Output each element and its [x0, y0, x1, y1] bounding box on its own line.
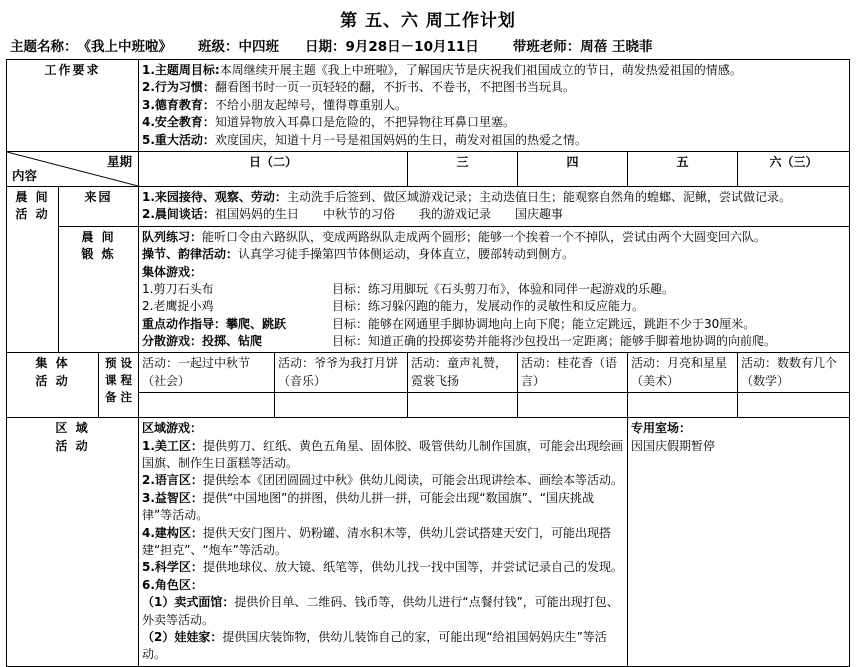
preset-note-2	[275, 393, 408, 418]
meta-row	[6, 35, 850, 55]
game-1-name: 1.剪刀石头布	[142, 281, 214, 296]
game-1-goal: 目标：练习用脚玩《石头剪刀布》，体验和同伴一起游戏的乐趣。	[332, 281, 675, 296]
plan-table	[6, 59, 850, 667]
region-content	[139, 418, 628, 666]
table-row-region-activities	[7, 418, 850, 666]
theme-value: 《我上中班啦》	[77, 39, 172, 55]
arrival-1-bold: 1.来园接待、观察、劳动：	[142, 189, 287, 204]
collective-activity-4: 活动：桂花香（语言）	[518, 353, 628, 393]
req-3-text: 不给小朋友起绰号，懂得尊重别人。	[214, 97, 407, 112]
region-4-bold: 4.建构区：	[142, 525, 203, 540]
teacher-value: 周蓓 王晓菲	[580, 39, 653, 55]
req-2-bold: 2.行为习惯：	[142, 80, 215, 95]
collective-activity-6: 活动：数数有几个（数学）	[738, 353, 850, 393]
region-6b-text: 提供国庆装饰物，供幼儿装饰自己的家，可能出现“给祖国妈妈庆生”等活动。	[142, 629, 607, 662]
preset-course-note-label: 预 设 课 程 备 注	[99, 353, 139, 418]
page-title: 第 五、六 周工作计划	[340, 11, 516, 31]
arrival-content	[139, 186, 850, 226]
special-room-content	[628, 418, 850, 666]
region-6-bold: 6.角色区：	[142, 577, 203, 592]
preset-note-5	[628, 393, 738, 418]
special-room-text: 因国庆假期暂停	[631, 438, 716, 453]
collective-activity-5: 活动：月亮和星星（美术）	[628, 353, 738, 393]
arrival-1-text: 主动洗手后签到、做区域游戏记录；主动迭值日生；能观察自然角的蝗螂、泥鳅，尝试做记录。	[286, 189, 791, 204]
region-1-text: 提供剪刀、红纸、黄色五角星、固体胶、吸管供幼儿制作国旗，可能会出现绘画国旗、制作生日蛋糕等活动。	[142, 438, 623, 471]
region-3-text: 提供“中国地图”的拼图，供幼儿拼一拼，可能会出现“数国旗”、“国庆挑战律”等活动。	[142, 490, 595, 523]
scattered-game-goal: 目标：知道正确的投掷姿势并能将沙包投出一定距离；能够手脚着地协调的向前爬。	[332, 334, 777, 349]
exercise-queue-text: 能听口令由六路纵队，变成两路纵队走成两个圆形；能够一个挨着一个不掉队，尝试由两个大圆变回六队。	[202, 229, 767, 244]
requirements-content	[139, 60, 850, 152]
exercise-queue-bold: 队列练习：	[142, 229, 203, 244]
exercise-group-bold: 集体游戏：	[142, 264, 203, 279]
game-2-goal: 目标：练习躲闪跑的能力，发展动作的灵敏性和反应能力。	[332, 299, 645, 314]
exercise-rhythm-bold: 操节、韵律活动：	[142, 247, 239, 262]
exercise-rhythm-text: 认真学习徒手操第四节体侧运动，身体直立，腰部转动到侧方。	[238, 247, 575, 262]
preset-note-3	[408, 393, 518, 418]
preset-note-1	[139, 393, 275, 418]
collective-activity-2: 活动：爷爷为我打月饼（音乐）	[275, 353, 408, 393]
arrival-label: 来园	[59, 186, 139, 226]
arrival-2-text: 祖国妈妈的生日 中秋节的习俗 我的游戏记录 国庆趣事	[214, 207, 563, 222]
preset-note-4	[518, 393, 628, 418]
region-label: 区 域 活 动	[7, 418, 139, 666]
region-6a-bold: （1）卖式面馆：	[142, 595, 235, 610]
region-6b-bold: （2）娃娃家：	[142, 629, 223, 644]
req-5-bold: 5.重大活动：	[142, 132, 215, 147]
key-action-label: 重点动作指导：攀爬、跳跃	[142, 316, 287, 331]
table-row-arrival	[7, 186, 850, 226]
region-2-bold: 2.语言区：	[142, 473, 203, 488]
req-2-text: 翻看图书时一页一页轻轻的翻，不折书、不卷书，不把图书当玩具。	[214, 80, 575, 95]
game-2-name: 2.老鹰捉小鸡	[142, 299, 214, 314]
class-value: 中四班	[238, 39, 279, 55]
region-6a-text: 提供价目单、二维码、钱币等，供幼儿进行“点餐付钱”，可能出现打包、外卖等活动。	[142, 595, 619, 627]
table-row-morning-exercise	[7, 226, 850, 353]
day-header-4: 五	[628, 151, 738, 186]
table-row-requirements	[7, 60, 850, 152]
req-4-bold: 4.安全教育：	[142, 115, 215, 130]
collective-activity-1: 活动：一起过中秋节（社会）	[139, 353, 275, 393]
theme-label: 主题名称：	[10, 39, 78, 55]
table-row-collective-activities	[7, 353, 850, 393]
corner-header	[7, 151, 139, 186]
day-header-3: 四	[518, 151, 628, 186]
region-3-bold: 3.益智区：	[142, 490, 203, 505]
key-action-goal: 目标：能够在网通里手脚协调地向上向下爬；能立定跳远，跳距不少于30厘米。	[332, 316, 756, 331]
collective-activity-3: 活动：童声礼赞，霓裳飞扬	[408, 353, 518, 393]
header-weekday-label: 星期	[107, 153, 133, 169]
region-1-bold: 1.美工区：	[142, 438, 203, 453]
table-row-header-days	[7, 151, 850, 186]
morning-exercise-content	[139, 226, 850, 353]
day-header-5: 六（三）	[738, 151, 850, 186]
date-value: 9月28日－10月11日	[345, 39, 479, 55]
req-5-text: 欢度国庆，知道十月一号是祖国妈妈的生日，萌发对祖国的热爱之情。	[214, 132, 587, 147]
special-room-title: 专用室场：	[631, 421, 692, 436]
arrival-2-bold: 2.晨间谈话：	[142, 207, 215, 222]
region-5-text: 提供地球仪、放大镜、纸笔等，供幼儿找一找中国等，并尝试记录自己的发现。	[202, 560, 623, 575]
region-5-bold: 5.科学区：	[142, 560, 203, 575]
class-label: 班级：	[198, 39, 239, 55]
scattered-game-label: 分散游戏：投掷、钻爬	[142, 334, 263, 349]
req-3-bold: 3.德育教育：	[142, 97, 215, 112]
requirements-label: 工作要求	[7, 60, 139, 152]
day-header-1: 日（二）	[139, 151, 408, 186]
req-1-bold: 1.主题周目标:	[142, 63, 220, 77]
req-4-text: 知道异物放入耳鼻口是危险的，不把异物往耳鼻口里塞。	[214, 115, 515, 130]
region-title: 区域游戏：	[142, 421, 203, 436]
day-header-2: 三	[408, 151, 518, 186]
req-1-text: 本周继续开展主题《我上中班啦》，了解国庆节是庆祝我们祖国成立的节日，萌发热爱祖国的情感。	[219, 63, 742, 77]
header-content-label: 内容	[12, 167, 38, 183]
morning-activity-label: 晨 间 活 动	[7, 186, 59, 353]
preset-note-6	[738, 393, 850, 418]
date-label: 日期：	[305, 39, 346, 55]
morning-exercise-label: 晨 间 锻 炼	[59, 226, 139, 353]
teacher-label: 带班老师：	[512, 39, 581, 55]
region-4-text: 提供天安门图片、奶粉罐、清水积木等，供幼儿尝试搭建天安门，可能出现搭建“担克”、“炮车”等活动。	[142, 525, 611, 557]
collective-label: 集 体 活 动	[7, 353, 99, 418]
region-2-text: 提供绘本《团团圆圆过中秋》供幼儿阅读，可能会出现讲绘本、画绘本等活动。	[202, 473, 623, 488]
